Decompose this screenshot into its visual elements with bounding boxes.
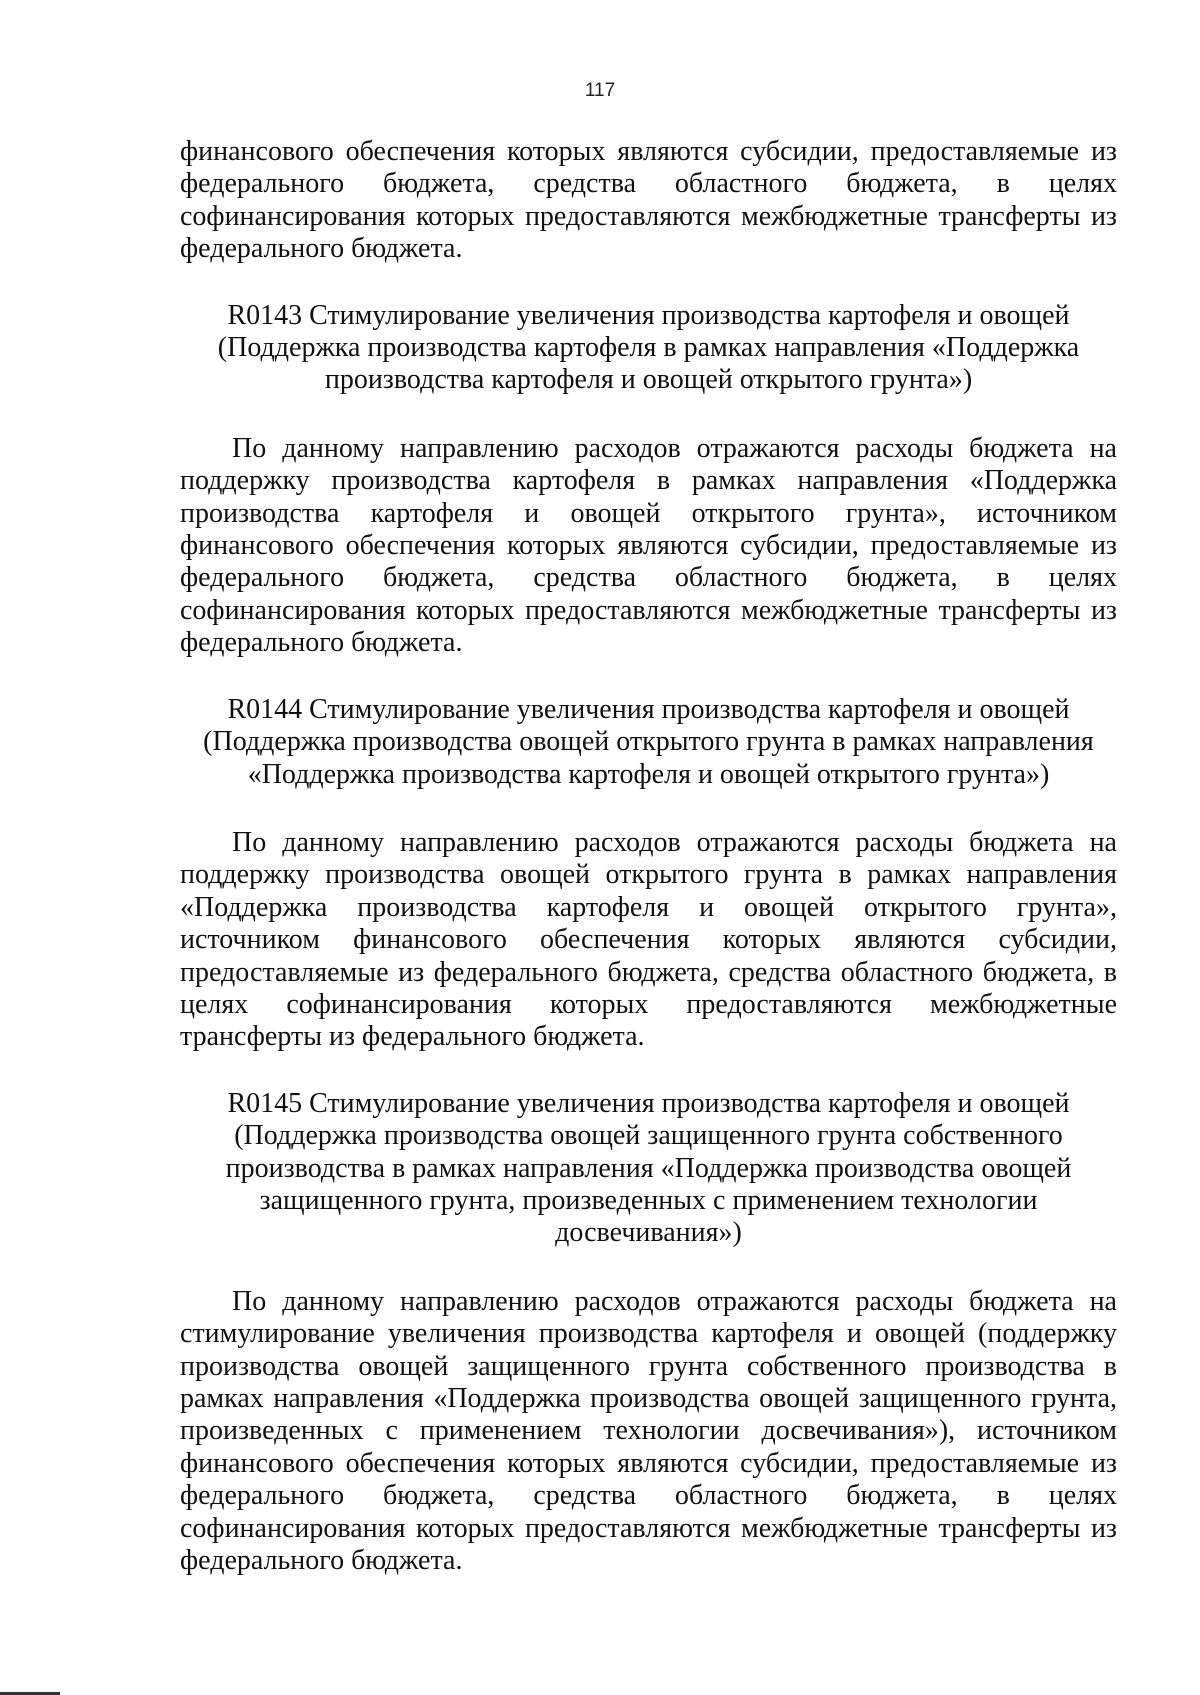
- paragraph-continuation: финансового обеспечения которых являются субсидии, предоставляемые из федерального бюджета, средства областного бюджета, в целях софинансирования которых предоставляются межбюджетные трансферты из федерального бюджета.: [180, 136, 1117, 265]
- page-number: 117: [584, 80, 616, 101]
- heading-line: производства картофеля и овощей открытого грунта»): [324, 364, 973, 396]
- heading-line: R0145 Стимулирование увеличения производства картофеля и овощей: [227, 1087, 1070, 1119]
- section-heading-r0145: [180, 1088, 1117, 1250]
- paragraph-r0145: По данному направлению расходов отражаются расходы бюджета на стимулирование увеличения производства картофеля и овощей (поддержку производства овощей защищенного грунта собственного производства в рамках направления «Поддержка производства овощей защищенного грунта, произведенных с применением технологии досвечивания»), источником финансового обеспечения которых являются субсидии, предоставляемые из федерального бюджета, средства областного бюджета, в целях софинансирования которых предоставляются межбюджетные трансферты из федерального бюджета.: [180, 1285, 1117, 1577]
- heading-line: R0143 Стимулирование увеличения производства картофеля и овощей: [227, 299, 1070, 331]
- heading-line: «Поддержка производства картофеля и овощей открытого грунта»): [247, 758, 1050, 790]
- paragraph-r0144: По данному направлению расходов отражаются расходы бюджета на поддержку производства овощей открытого грунта в рамках направления «Поддержка производства картофеля и овощей открытого грунта», источником финансового обеспечения которых являются субсидии, предоставляемые из федерального бюджета, средства областного бюджета, в целях софинансирования которых предоставляются межбюджетные трансферты из федерального бюджета.: [180, 826, 1117, 1053]
- section-heading-r0143: [180, 300, 1117, 397]
- section-heading-r0144: [180, 694, 1117, 791]
- heading-line: досвечивания»): [555, 1217, 742, 1249]
- heading-line: производства в рамках направления «Поддержка производства овощей: [225, 1152, 1072, 1184]
- heading-line: (Поддержка производства овощей открытого грунта в рамках направления: [203, 726, 1094, 758]
- paragraph-r0143: По данному направлению расходов отражаются расходы бюджета на поддержку производства картофеля в рамках направления «Поддержка производства картофеля и овощей открытого грунта», источником финансового обеспечения которых являются субсидии, предоставляемые из федерального бюджета, средства областного бюджета, в целях софинансирования которых предоставляются межбюджетные трансферты из федерального бюджета.: [180, 432, 1117, 659]
- heading-line: R0144 Стимулирование увеличения производства картофеля и овощей: [227, 693, 1070, 725]
- document-body: [180, 136, 1117, 1577]
- heading-line: защищенного грунта, произведенных с применением технологии: [259, 1184, 1038, 1216]
- heading-line: (Поддержка производства овощей защищенного грунта собственного: [234, 1120, 1063, 1152]
- heading-line: (Поддержка производства картофеля в рамках направления «Поддержка: [217, 332, 1080, 364]
